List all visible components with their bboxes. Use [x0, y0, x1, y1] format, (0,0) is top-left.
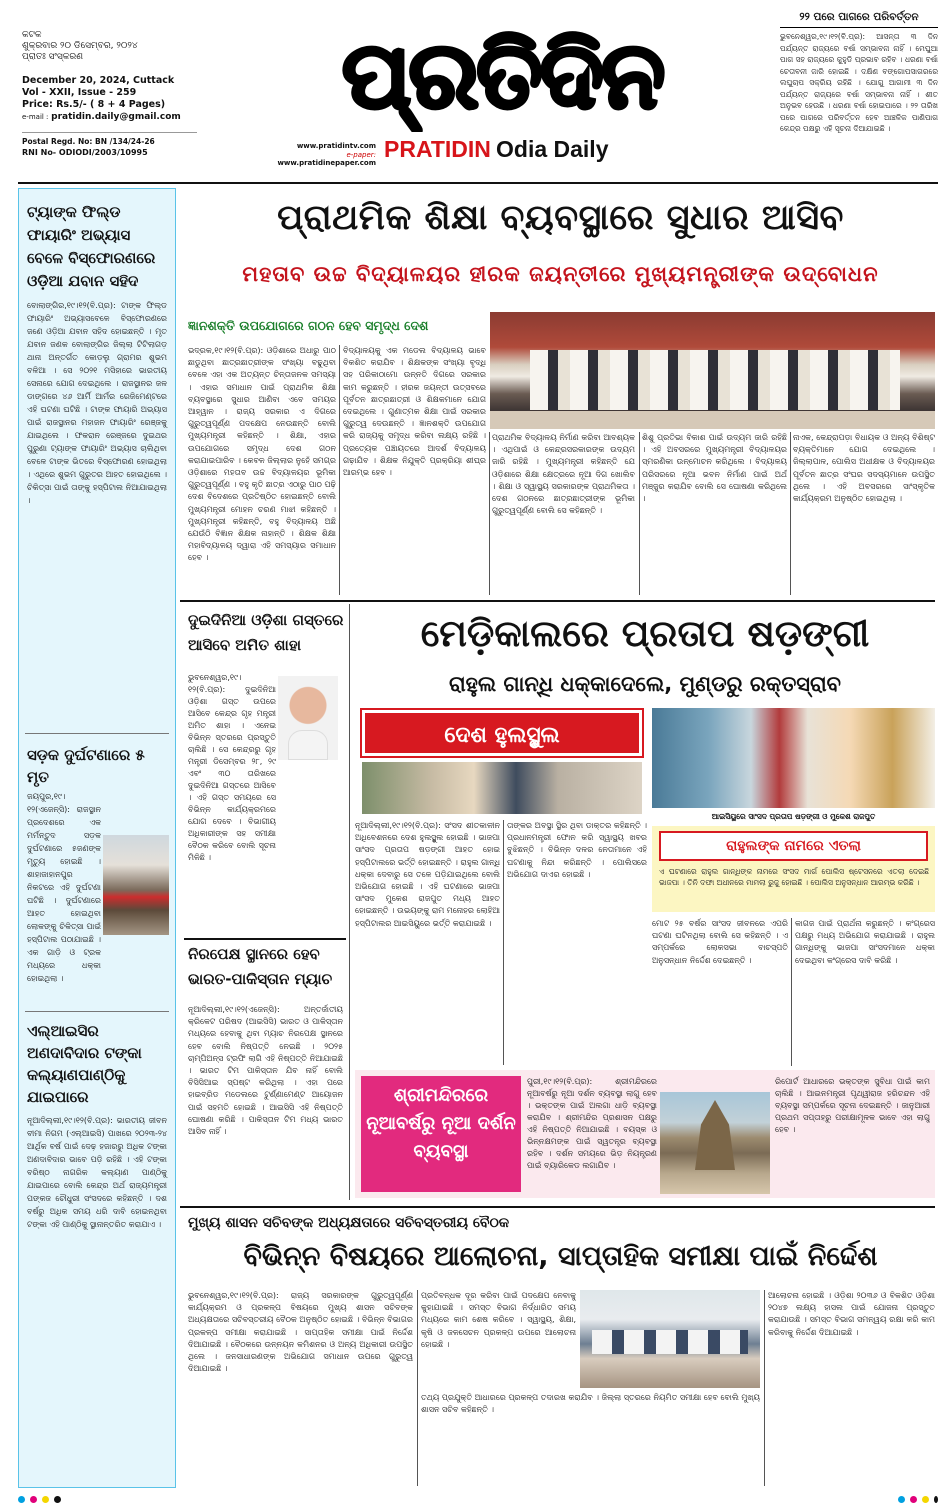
shah-body-top: ଭୁବନେଶ୍ୱର,୧୯।୧୨(ବି.ପ୍ର): ଦୁଇଦିନିଆ ଓଡ଼ିଶା ଗସ୍ତ ଉପରେ ଆସିବେ କେନ୍ଦ୍ର ଗୃହ ମନ୍ତ୍ରୀ ଅମିତ ଶାହା । ଏନେଇ ବିଭିନ୍ନ ସ୍ତରରେ ପ୍ରସ୍ତୁତି ଚାଲିଛି । ସେ କେନ୍ଦ୍ରରୁ ଗୃହ ମନ୍ତ୍ରୀ ଡିସେମ୍ବର ୨୮, ୨୯ ଏବଂ ୩୦ ତାରିଖରେ ଦୁଇଦିନିଆ ଗସ୍ତରେ ଆସିବେ । ଏହି ଗସ୍ତ ସମୟରେ ସେ ବିଭିନ୍ନ କାର୍ଯ୍ୟକ୍ରମରେ ଯୋଗ ଦେବେ । ବିଭାଗୀୟ ଅଧିକାରୀଙ୍କ ସହ ସମୀକ୍ଷା ବୈଠକ କରିବେ ବୋଲି ସୂଚନା ମିଳିଛି ।: [188, 673, 276, 862]
masthead-date-en: December 20, 2024, Cuttack: [22, 75, 175, 86]
temple-body-col2: ରିପୋର୍ଟ ଆଧାରରେ ଭକ୍ତଙ୍କ ସୁବିଧା ପାଇଁ କାମ ଚାଲିଛି । ଆଇନମନ୍ତ୍ରୀ ପୃଥ୍ୱୀରାଜ ହରିଚନ୍ଦନ ଏହି ବ୍ୟବସ୍ଥା ସମ୍ପର୍କରେ ସୂଚନା ଦେଇଛନ୍ତି । ଜାନୁଆରୀ ପ୍ରଥମ ସପ୍ତାହରୁ ପରୀକ୍ଷାମୂଳକ ଭାବେ ଏହା ଲାଗୁ ହେବ ।: [775, 1077, 930, 1134]
cabinet-photo: [580, 1290, 760, 1388]
weather-title: ୨୨ ପରେ ପାଗରେ ପରିବର୍ତ୍ତନ: [780, 10, 938, 28]
lead-headline: ପ୍ରାଥମିକ ଶିକ୍ଷା ବ୍ୟବସ୍ଥାରେ ସୁଧାର ଆସିବ: [277, 198, 844, 238]
masthead-divider: [18, 182, 938, 184]
temple-body-col1: ପୁରୀ,୧୯।୧୨(ବି.ପ୍ର): ଶ୍ରୀମନ୍ଦିରରେ ନୂଆବର୍ଷରୁ ନୂଆ ଦର୍ଶନ ବ୍ୟବସ୍ଥା ଲାଗୁ ହେବ । ଭକ୍ତଙ୍କ ପାଇଁ ଅଲଗା ଧାଡ଼ି ବ୍ୟବସ୍ଥା କରାଯିବ । ଶ୍ରୀମନ୍ଦିର ପ୍ରଶାସନ ପକ୍ଷରୁ ଏହି ନିଷ୍ପତ୍ତି ନିଆଯାଇଛି । ବୟସ୍କ ଓ ଭିନ୍ନକ୍ଷମଙ୍କ ପାଇଁ ସ୍ୱତନ୍ତ୍ର ବ୍ୟବସ୍ଥା ରହିବ । ଦର୍ଶନ ସମୟରେ ଭିଡ଼ ନିୟନ୍ତ୍ରଣ ପାଇଁ ବ୍ୟାରିକେଡ ଲଗାଯିବ ।: [527, 1077, 657, 1170]
lead-kicker: ଜ୍ଞାନଶକ୍ତି ଉପଯୋଗରେ ଗଠନ ହେବ ସମୃଦ୍ଧ ଦେଶ: [188, 318, 429, 333]
lead-body-col4: ଶିଶୁ ପ୍ରତିଭା ବିକାଶ ପାଇଁ ଉଦ୍ୟମ ଜାରି ରହିଛି । ଏହି ଅବସରରେ ମୁଖ୍ୟମନ୍ତ୍ରୀ ବିଦ୍ୟାଳୟର ସ୍ମରଣିକା ଉନ୍ମୋଚନ କରିଥିଲେ । ବିଦ୍ୟାଳୟ ପରିସରରେ ନୂଆ ଭବନ ନିର୍ମାଣ ପାଇଁ ଅର୍ଥ ମଞ୍ଜୁର କରାଯିବ ବୋଲି ସେ ଘୋଷଣା କରିଥିଲେ ।: [642, 433, 787, 504]
shah-photo: [278, 676, 338, 760]
col-rule: [349, 604, 350, 1200]
epaper-url[interactable]: www.pratidinepaper.com: [277, 159, 376, 167]
logo: [240, 20, 765, 140]
col-rule: [639, 432, 640, 595]
lead-body-col1: ଭଦ୍ରକ,୧୯।୧୨(ବି.ପ୍ର): ଓଡ଼ିଶାରେ ଅଧାରୁ ପାଠ ଛାଡୁଥିବା ଛାତ୍ରଛାତ୍ରୀଙ୍କ ସଂଖ୍ୟା ବଢୁଥିବା ବେଳେ ଏହା ଏକ ଅତ୍ୟନ୍ତ ଚିନ୍ତାଜନକ ସମସ୍ୟା । ଏହାର ସମାଧାନ ପାଇଁ ପ୍ରାଥମିକ ଶିକ୍ଷା ବ୍ୟବସ୍ଥାରେ ସୁଧାର ଆଣିବା ଏବେ ସମୟର ଆହ୍ୱାନ । ରାଜ୍ୟ ସରକାର ଏ ଦିଗରେ ଗୁରୁତ୍ୱପୂର୍ଣ୍ଣ ପଦକ୍ଷେପ ନେଉଛନ୍ତି ବୋଲି ମୁଖ୍ୟମନ୍ତ୍ରୀ କହିଛନ୍ତି । ଶିକ୍ଷା, ଏହାର ଉପଯୋଗରେ ସମୃଦ୍ଧ ଦେଶ ଗଠନ କରାଯାଇପାରିବ । କେବଳ ଜିଲ୍ଲାର ନୁହେଁ ସମଗ୍ର ଓଡ଼ିଶାରେ ମହତାବ ଉଚ୍ଚ ବିଦ୍ୟାଳୟର ଭୂମିକା ଗୁରୁତ୍ୱପୂର୍ଣ୍ଣ । ବହୁ କୃତି ଛାତ୍ର ଏଠାରୁ ପାଠ ପଢ଼ି ଦେଶ ବିଦେଶରେ ପ୍ରତିଷ୍ଠିତ ହୋଇଛନ୍ତି ବୋଲି ମୁଖ୍ୟମନ୍ତ୍ରୀ ମୋହନ ଚରଣ ମାଝୀ କହିଛନ୍ତି । ମୁଖ୍ୟମନ୍ତ୍ରୀ କହିଛନ୍ତି, ବହୁ ବିଦ୍ୟାଳୟ ଅଛି ଯେଉଁଠି ବିଜ୍ଞାନ ଶିକ୍ଷକ ନାହାନ୍ତି । ଶିକ୍ଷକ ଶିକ୍ଷା ମହାବିଦ୍ୟାଳୟ ଦ୍ୱାରା ଏହି ସମସ୍ୟାର ସମାଧାନ ହେବ ।: [188, 346, 336, 563]
brand-sub: Odia Daily: [496, 136, 609, 162]
weather-box: [780, 10, 938, 178]
masthead-email[interactable]: pratidin.daily@gmail.com: [51, 112, 181, 122]
brand-name: PRATIDIN: [384, 136, 491, 162]
temple-box-text: ଶ୍ରୀମନ୍ଦିରରେ ନୂଆବର୍ଷରୁ ନୂଆ ଦର୍ଶନ ବ୍ୟବସ୍ଥା: [366, 1085, 516, 1162]
col-rule: [503, 820, 504, 1065]
section-divider: [184, 938, 346, 940]
epaper-label: e-paper:: [346, 151, 376, 159]
match-body: ନୂଆଦିଲ୍ଲୀ,୧୯।୧୨(ଏଜେନ୍ସି): ଅନ୍ତର୍ଜାତୀୟ କ୍ରିକେଟ ପରିଷଦ (ଆଇସିସି) ଭାରତ ଓ ପାକିସ୍ତାନ ମଧ୍ୟରେ ହେବାକୁ ଥିବା ମ୍ୟାଚ ନିରପେକ୍ଷ ସ୍ଥାନରେ ହେବ ବୋଲି ନିଷ୍ପତ୍ତି ନେଇଛି । ୨୦୨୫ ଚାମ୍ପିଅନ୍ସ ଟ୍ରଫି ଲାଗି ଏହି ନିଷ୍ପତ୍ତି ନିଆଯାଇଛି । ଭାରତ ଟିମ ପାକିସ୍ତାନ ଯିବ ନାହିଁ ବୋଲି ବିସିସିଆଇ ସ୍ପଷ୍ଟ କରିଥିଲା । ଏହା ପରେ ହାଇବ୍ରିଡ ମଡେଲରେ ଟୁର୍ଣ୍ଣାମେଣ୍ଟ ଆୟୋଜନ ପାଇଁ ସହମତି ହୋଇଛି । ଆଇସିସି ଏହି ନିଷ୍ପତ୍ତି ଘୋଷଣା କରିଛି । ପାକିସ୍ତାନ ଟିମ ମଧ୍ୟ ଭାରତ ଆସିବ ନାହିଁ ।: [188, 1005, 343, 1137]
rahul-body: ଏ ଘଟଣାରେ ରାହୁଲ ଗାନ୍ଧିଙ୍କ ନାମରେ ସଂସଦ ମାର୍ଗ ପୋଲିସ ଷ୍ଟେସନରେ ଏତଲା ଦେଇଛି ଭାଜପା । ତିନି ଦଫା ଅଧୀନରେ ମାମଲା ରୁଜୁ ହୋଇଛି । ପୋଲିସ ଅନୁସନ୍ଧାନ ଆରମ୍ଭ କରିଛି ।: [659, 867, 929, 887]
lead-body-col3: ପ୍ରାଥମିକ ବିଦ୍ୟାଳୟ ନିର୍ମାଣ କରିବା ଆବଶ୍ୟକ । ଏଥିପାଇଁ ଓ କେନ୍ଦ୍ରସରକାରଙ୍କ ଉଦ୍ୟମ ଜାରି ରହିଛି । ମୁଖ୍ୟମନ୍ତ୍ରୀ କହିଛନ୍ତି ଯେ ଓଡ଼ିଶାରେ ଶିକ୍ଷା କ୍ଷେତ୍ରରେ ନୂଆ ଦିଗ ଖୋଲିବ । ଶିକ୍ଷା ଓ ସ୍ୱାସ୍ଥ୍ୟ ସରକାରଙ୍କ ପ୍ରାଥମିକତା । ଦେଶ ଗଠନରେ ଛାତ୍ରଛାତ୍ରୀଙ୍କ ଭୂମିକା ଗୁରୁତ୍ୱପୂର୍ଣ୍ଣ ବୋଲି ସେ କହିଛନ୍ତି ।: [492, 433, 635, 516]
masthead-edition: ପ୍ରାତଃ ସଂସ୍କରଣ: [22, 52, 83, 62]
left-story-3-title: ଏଲ୍ଆଇସିର ଅଣଦାବିଦାର ଟଙ୍କା କଲ୍ୟାଣପାଣ୍ଠିକୁ ଯାଇପାରେ: [27, 1022, 142, 1106]
medical-body-col2: ତାଙ୍କର ଅବସ୍ଥା ସ୍ଥିର ଥିବା ଡାକ୍ତର କହିଛନ୍ତି । ପ୍ରଧାନମନ୍ତ୍ରୀ ଫୋନ କରି ସ୍ୱାସ୍ଥ୍ୟ ଖବର ବୁଝିଛନ୍ତି । ବିଭିନ୍ନ ଦଳର ନେତାମାନେ ଏହି ଘଟଣାକୁ ନିନ୍ଦା କରିଛନ୍ତି । ପୋଲିସରେ ଅଭିଯୋଗ ଦାଏର ହୋଇଛି ।: [507, 821, 647, 879]
left-story-1-body: ବୋଲାଙ୍ଗିର,୧୯।୧୨(ବି.ପ୍ର): ଟାଙ୍କ ଫିଲ୍ଡ ଫାୟାରିଂ ଅଭ୍ୟାସବେଳେ ବିସ୍ଫୋରଣରେ ଜଣେ ଓଡ଼ିଆ ଯବାନ ସହିଦ ହୋଇଛନ୍ତି । ମୃତ ଯବାନ ଜଣକ ବୋଲାଙ୍ଗିର ଜିଲ୍ଲା ଟିଟିଲାଗଡ଼ ଥାନା ଅନ୍ତର୍ଗତ କୋଡ଼ଲୁ ଗ୍ରାମର ଶୁଭମ ବଳିଆ । ସେ ୨୦୨୧ ମସିହାରେ ଭାରତୀୟ ସେନାରେ ଯୋଗ ଦେଇଥିଲେ । ରାଜସ୍ଥାନର ଜଳ ଡାଙ୍ଗରେ ୪୬ ଆର୍ମି ଆର୍ମର ରେଜିମେଣ୍ଟରେ ଏହି ଘଟଣା ଘଟିଛି । ଟାଙ୍କ ଫାୟାରି ଅଭ୍ୟାସ ପାଇଁ ରାଜସ୍ଥାନର ମହାଜନ ଫାୟାରିଂ ରେଞ୍ଜକୁ ଯାଇଥିଲେ । ଫକରାନ ରେଞ୍ଜରେ ଦୁଇଥର ପୁରୁଣା ଟ୍ୟାଙ୍କ ଫାୟାରିଂ ଅଭ୍ୟାସ ଚାଲିଥିବା ବେଳେ ଟାଙ୍କ ଭିତରେ ବିସ୍ଫୋରଣ ହୋଇଥିଲା । ଏଥିରେ ଶୁଭମ ଗୁରୁତର ଆହତ ହୋଇଥିଲେ । ଚିକିତ୍ସା ପାଇଁ ତାଙ୍କୁ ହସ୍ପିଟାଲ ନିଆଯାଇଥିଲା ।: [27, 301, 167, 505]
rahul-box: [652, 826, 935, 912]
medical-headline: ମେଡ଼ିକାଲରେ ପ୍ରତାପ ଷଡ଼ଙ୍ଗୀ: [420, 612, 870, 655]
left-story-2-body: ଜୟପୁର,୧୯।୧୨(ଏଜେନ୍ସି): ରାଜସ୍ଥାନ ପ୍ରଦେଶରେ ଏକ ମର୍ମନ୍ତୁଦ ସଡ଼କ ଦୁର୍ଘଟଣାରେ ୫ଜଣଙ୍କ ମୃତ୍ୟୁ ହୋଇଛି । ଶାହାଜାହାନପୁର ନିକଟରେ ଏହି ଦୁର୍ଘଟଣା ଘଟିଛି । ଦୁର୍ଘଟଣାରେ ଆହତ ହୋଇଥିବା ଲୋକଙ୍କୁ ଚିକିତ୍ସା ପାଇଁ ହସ୍ପିଟାଲ ପଠାଯାଇଛି । ଏକ ଗାଡ଼ି ଓ ଟ୍ରକ ମଧ୍ୟରେ ଧକ୍କା ହୋଇଥିଲା ।: [27, 792, 101, 983]
cabinet-headline: ବିଭିନ୍ନ ବିଷୟରେ ଆଲୋଚନା, ସାପ୍ତାହିକ ସମୀକ୍ଷା ପାଇଁ ନିର୍ଦ୍ଦେଶ: [243, 1241, 878, 1272]
color-marks: [18, 1496, 938, 1504]
icu-caption: ଆଇସିୟୁରେ ସାଂସଦ ପ୍ରତାପ ଷଡ଼ଙ୍ଗୀ ଓ ମୁକେଶ ରାଜପୁତ: [711, 812, 876, 821]
masthead-price: Price: Rs.5/- ( 8 + 4 Pages): [22, 99, 166, 110]
cabinet-body-col2: ପ୍ରତିବନ୍ଧକ ଦୂର କରିବା ପାଇଁ ପଦକ୍ଷେପ ନେବାକୁ କୁହାଯାଇଛି । ସମସ୍ତ ବିଭାଗ ନିର୍ଦ୍ଧାରିତ ସମୟ ମଧ୍ୟରେ କାମ ଶେଷ କରିବେ । ସ୍ୱାସ୍ଥ୍ୟ, ଶିକ୍ଷା, କୃଷି ଓ ଜଳସେଚନ ପ୍ରକଳ୍ପ ଉପରେ ଆଲୋଚନା ହୋଇଛି ।: [421, 1291, 576, 1349]
shah-title: ଦୁଇଦିନିଆ ଓଡ଼ିଶା ଗସ୍ତରେ ଆସିବେ ଅମିତ ଶାହା: [188, 611, 344, 654]
medical-body-col3: ମୋଟ ୨୫ ବର୍ଷର ସାଂସଦ ଜୀବନରେ ଏପରି ଘଟଣା ଘଟିନଥିଲା ବୋଲି ସେ କହିଛନ୍ତି । ଏ ସମ୍ପର୍କରେ ଲୋକସଭା ବାଚସ୍ପତି ଅନୁସନ୍ଧାନ ନିର୍ଦ୍ଦେଶ ଦେଇଛନ୍ତି ।: [652, 919, 788, 965]
col-rule: [791, 918, 792, 1066]
brand-line: [384, 136, 608, 163]
left-story-3-body: ନୂଆଦିଲ୍ଲୀ,୧୯।୧୨(ବି.ପ୍ର): ଭାରତୀୟ ଜୀବନ ବୀମା ନିଗମ (ଏଲ୍ଆଇସି) ପାଖରେ ୨୦୨୩-୨୪ ଆର୍ଥିକ ବର୍ଷ ପାଇଁ ଦେଢ଼ ହଜାରରୁ ଅଧିକ ଟଙ୍କା ଅଣଦାବିଦାର ଭାବେ ପଡ଼ି ରହିଛି । ଏହି ଟଙ୍କା ବରିଷ୍ଠ ନାଗରିକ କଲ୍ୟାଣ ପାଣ୍ଠିକୁ ଯାଇପାରେ ବୋଲି କେନ୍ଦ୍ର ଅର୍ଥ ରାଜ୍ୟମନ୍ତ୍ରୀ ପଙ୍କଜ ଚୌଧୁରୀ ସଂସଦରେ କହିଛନ୍ତି । ଦଶ ବର୍ଷରୁ ଅଧିକ ସମୟ ଧରି ଦାବି ହୋଇନଥିବା ଟଙ୍କା ଏହି ପାଣ୍ଠିକୁ ସ୍ଥାନାନ୍ତରିତ କରାଯାଏ ।: [27, 1116, 167, 1229]
lead-body-col2: ବିଦ୍ୟାଳୟକୁ ଏକ ମଡେଲ ବିଦ୍ୟାଳୟ ଭାବେ ବିକଶିତ କରାଯିବ । ଶିକ୍ଷକଙ୍କ ସଂଖ୍ୟା ବୃଦ୍ଧି ସହ ପରିକାଠାମୋ ଉନ୍ନତି ଦିଗରେ ସରକାର କାମ କରୁଛନ୍ତି । ହୀରକ ଜୟନ୍ତୀ ଉତ୍ସବରେ ପୂର୍ବତନ ଛାତ୍ରଛାତ୍ରୀ ଓ ଶିକ୍ଷକମାନେ ଯୋଗ ଦେଇଥିଲେ । ଗୁଣାତ୍ମକ ଶିକ୍ଷା ପାଇଁ ସରକାର ଗୁରୁତ୍ୱ ଦେଉଛନ୍ତି । ଜ୍ଞାନଶକ୍ତି ଉପଯୋଗ କରି ରାଜ୍ୟକୁ ସମୃଦ୍ଧ କରିବା ଲକ୍ଷ୍ୟ ରହିଛି । ପ୍ରତ୍ୟେକ ପଞ୍ଚାୟତରେ ଆଦର୍ଶ ବିଦ୍ୟାଳୟ ଗଢ଼ାଯିବ । ଶିକ୍ଷକ ନିଯୁକ୍ତି ପ୍ରକ୍ରିୟା ଶୀଘ୍ର ଆରମ୍ଭ ହେବ ।: [343, 346, 486, 478]
logo-text: ପ୍ରତିଦିନ: [342, 22, 663, 129]
masthead-postal: Postal Regd. No: BN /134/24-26: [22, 137, 155, 146]
site-url[interactable]: www.pratidintv.com: [296, 142, 376, 150]
cabinet-body-col4: ଆଲୋଚନା ହୋଇଛି । ଓଡ଼ିଶା ୨୦୩୬ ଓ ବିକଶିତ ଓଡ଼ିଶା ୨୦୪୭ ଲକ୍ଷ୍ୟ ହାସଲ ପାଇଁ ଯୋଜନା ପ୍ରସ୍ତୁତ କରାଯାଉଛି । ସମସ୍ତ ବିଭାଗ ସମନ୍ୱୟ ରକ୍ଷା କରି କାମ କରିବାକୁ ନିର୍ଦ୍ଦେଶ ଦିଆଯାଇଛି ।: [768, 1291, 935, 1337]
medical-body-col1: ନୂଆଦିଲ୍ଲୀ,୧୯।୧୨(ବି.ପ୍ର): ସଂସଦ ଶୀତକାଳୀନ ଅଧିବେଶନରେ ଦେଶ ହୁଲସ୍ଥୁଲ ହୋଇଛି । ଭାଜପା ସାଂସଦ ପ୍ରତାପ ଷଡ଼ଙ୍ଗୀ ଆହତ ହୋଇ ହସ୍ପିଟାଲରେ ଭର୍ତ୍ତି ହୋଇଛନ୍ତି । ରାହୁଲ ଗାନ୍ଧି ଧକ୍କା ଦେବାରୁ ସେ ତଳେ ପଡ଼ିଯାଇଥିଲେ ବୋଲି ଅଭିଯୋଗ ହୋଇଛି । ଏହି ଘଟଣାରେ ଭାଜପା ସାଂସଦ ମୁକେଶ ରାଜପୁତ ମଧ୍ୟ ଆହତ ହୋଇଛନ୍ତି । ଉଭୟଙ୍କୁ ରାମ ମନୋହର ଲୋହିଆ ହସ୍ପିଟାଲର ଆଇସିୟୁରେ ଭର୍ତ୍ତି କରାଯାଇଛି ।: [355, 821, 500, 928]
masthead-email-label: e-mail :: [22, 113, 49, 121]
col-rule: [489, 432, 490, 595]
medical-subhead: ରାହୁଲ ଗାନ୍ଧି ଧକ୍କାଦେଲେ, ମୁଣ୍ଡରୁ ରକ୍ତସ୍ରାବ: [448, 672, 841, 696]
cabinet-body-col3: ତଥ୍ୟ ପ୍ରଯୁକ୍ତି ଆଧାରରେ ପ୍ରକଳ୍ପ ତଦାରଖ କରାଯିବ । ଜିଲ୍ଲା ସ୍ତରରେ ନିୟମିତ ସମୀକ୍ଷା ହେବ ବୋଲି ମୁଖ୍ୟ ଶାସନ ସଚିବ କହିଛନ୍ତି ।: [421, 1393, 760, 1415]
masthead-vol: Vol - XXII, Issue - 259: [22, 87, 137, 98]
left-story-2-title: ସଡ଼କ ଦୁର୍ଘଟଣାରେ ୫ ମୃତ: [27, 746, 145, 786]
temple-photo: [660, 1092, 770, 1194]
col-rule: [339, 345, 340, 595]
col-rule: [764, 1290, 765, 1486]
col-rule: [417, 1290, 418, 1486]
medical-banner: ଦେଶ ହୁଲସ୍ଥୁଲ: [362, 710, 642, 756]
medical-body-col4: କାଗଜ ପାଇଁ ପ୍ରାର୍ଥନା କରୁଛନ୍ତି । କଂଗ୍ରେସ ପକ୍ଷରୁ ମଧ୍ୟ ଅଭିଯୋଗ କରାଯାଇଛି । ରାହୁଲ ଗାନ୍ଧିଙ୍କୁ ଭାଜପା ସାଂସଦମାନେ ଧକ୍କା ଦେଇଥିବା କଂଗ୍ରେସ ଦାବି କରିଛି ।: [795, 919, 935, 965]
section-divider: [180, 1206, 935, 1208]
lead-photo: [490, 312, 935, 429]
match-title: ନିରପେକ୍ଷ ସ୍ଥାନରେ ହେବ ଭାରତ-ପାକିସ୍ତାନ ମ୍ୟାଚ: [188, 945, 333, 988]
hospital-photo: [362, 762, 642, 814]
icu-photo-strip: [652, 708, 935, 808]
site-info: [266, 142, 376, 168]
masthead-rni: RNI No- ODIODI/2003/10995: [22, 148, 148, 157]
rahul-title: ରାହୁଲଙ୍କ ନାମରେ ଏତଲା: [659, 831, 928, 861]
cabinet-kicker: ମୁଖ୍ୟ ଶାସନ ସଚିବଙ୍କ ଅଧ୍ୟକ୍ଷତାରେ ସଚିବସ୍ତରୀୟ ବୈଠକ: [188, 1215, 510, 1231]
col-rule: [790, 432, 791, 595]
accident-photo: [103, 835, 169, 935]
masthead-date-odia: ଶୁକ୍ରବାର ୨୦ ଡିସେମ୍ବର, ୨୦୨୪: [22, 41, 138, 51]
masthead-left-info: [22, 30, 212, 158]
temple-section: [355, 1070, 935, 1198]
lead-subhead: ମହତାବ ଉଚ୍ଚ ବିଦ୍ୟାଳୟର ହୀରକ ଜୟନ୍ତୀରେ ମୁଖ୍ୟମନ୍ତ୍ରୀଙ୍କ ଉଦ୍‌ବୋଧନ: [242, 262, 879, 286]
weather-body: ଭୁବନେଶ୍ୱର,୧୯।୧୨(ବି.ପ୍ର): ଆସନ୍ତା ୩ ଦିନ ପର୍ଯ୍ୟନ୍ତ ରାଜ୍ୟରେ ବର୍ଷା ସମ୍ଭାବନା ନାହିଁ । ମେଘୁଆ ପାଗ ସହ ରାଜ୍ୟରେ କୁହୁଡି ପ୍ରଭାବ ରହିବ । ଧରଣା ବର୍ଷା ଚେତାବନୀ ଜାରି ହୋଇଛି । ଦକ୍ଷିଣ ବଙ୍ଗୋପସାଗରରେ ଲଘୁଚାପ ସକ୍ରିୟ ରହିଛି । ଯୋଗୁ ଆଗାମୀ ୩ ଦିନ ପର୍ଯ୍ୟନ୍ତ ରାଜ୍ୟରେ ବର୍ଷା ସମ୍ଭାବନା ନାହିଁ । ଶୀତ ଅନୁଭବ ହେଉଛି । ଧରଣା ବର୍ଷା ହୋଇପାରେ । ୨୨ ତାରିଖ ପରେ ପାଗରେ ପରିବର୍ତ୍ତନ ହେବ ଆଞ୍ଚଳିକ ପାଣିପାଗ କେନ୍ଦ୍ର ପକ୍ଷରୁ ଏହି ସୂଚନା ଦିଆଯାଇଛି ।: [780, 32, 938, 133]
left-story-1-title: ଟ୍ୟାଙ୍କ ଫିଲ୍ଡ ଫାୟାରିଂ ଅଭ୍ୟାସ ବେଳେ ବିସ୍ଫୋରଣରେ ଓଡ଼ିଆ ଯବାନ ସହିଦ: [27, 203, 156, 290]
masthead-city: କଟକ: [22, 30, 42, 40]
cabinet-body-col1: ଭୁବନେଶ୍ୱର,୧୯।୧୨(ବି.ପ୍ର): ରାଜ୍ୟ ସରକାରଙ୍କ ଗୁରୁତ୍ୱପୂର୍ଣ୍ଣ କାର୍ଯ୍ୟକ୍ରମ ଓ ପ୍ରକଳ୍ପ ବିଷୟରେ ମୁଖ୍ୟ ଶାସନ ସଚିବଙ୍କ ଅଧ୍ୟକ୍ଷତାରେ ସଚିବସ୍ତରୀୟ ବୈଠକ ଅନୁଷ୍ଠିତ ହୋଇଛି । ବିଭିନ୍ନ ବିଭାଗର ପ୍ରକଳ୍ପ ସମୀକ୍ଷା କରାଯାଇଛି । ସାପ୍ତାହିକ ସମୀକ୍ଷା ପାଇଁ ନିର୍ଦ୍ଦେଶ ଦିଆଯାଇଛି । ବୈଠକରେ ଉନ୍ନୟନ କମିଶନର ଓ ଅନ୍ୟ ଅଧିକାରୀ ଉପସ୍ଥିତ ଥିଲେ । ଜନସାଧାରଣଙ୍କ ଅଭିଯୋଗ ସମାଧାନ ଉପରେ ଗୁରୁତ୍ୱ ଦିଆଯାଇଛି ।: [188, 1291, 413, 1374]
section-divider: [180, 600, 935, 602]
left-column: [18, 188, 176, 1488]
lead-body-col5: ନାଏକ, କେନ୍ଦ୍ରାପଡ଼ା ବିଧାୟକ ଓ ଅନ୍ୟ ବିଶିଷ୍ଟ ବ୍ୟକ୍ତିମାନେ ଯୋଗ ଦେଇଥିଲେ । ଜିଲ୍ଲାପାଳ, ପୋଲିସ ଅଧୀକ୍ଷକ ଓ ବିଦ୍ୟାଳୟର ପୂର୍ବତନ ଛାତ୍ର ସଂଘର ସଦସ୍ୟମାନେ ଉପସ୍ଥିତ ଥିଲେ । ଏହି ଅବସରରେ ସାଂସ୍କୃତିକ କାର୍ଯ୍ୟକ୍ରମ ଅନୁଷ୍ଠିତ ହୋଇଥିଲା ।: [793, 433, 935, 504]
temple-box: [361, 1076, 521, 1192]
